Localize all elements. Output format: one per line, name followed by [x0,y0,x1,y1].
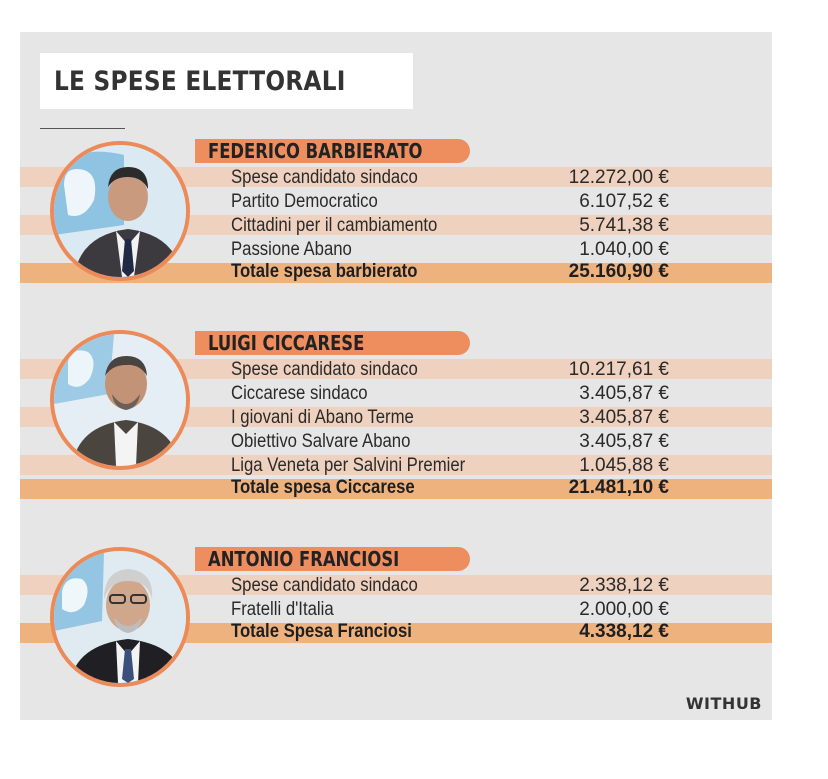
page-title: LE SPESE ELETTORALI [54,65,346,97]
total-value: 21.481,10 € [568,477,669,498]
expense-value: 2.000,00 € [579,599,669,620]
expense-value: 6.107,52 € [579,191,669,212]
candidate-photo [50,141,190,281]
portrait-image [54,334,186,466]
expense-value: 1.045,88 € [579,455,669,476]
expense-value: 5.741,38 € [579,215,669,236]
total-label: Totale spesa barbierato [231,261,418,282]
total-label: Totale Spesa Franciosi [231,621,412,642]
portrait-image [54,551,186,683]
expense-label: Partito Democratico [231,191,378,212]
total-value: 25.160,90 € [568,261,669,282]
portrait-image [54,145,186,277]
expense-label: Spese candidato sindaco [231,575,418,596]
expense-label: Fratelli d'Italia [231,599,334,620]
expense-label: Liga Veneta per Salvini Premier [231,455,466,476]
expense-value: 10.217,61 € [568,359,669,380]
candidate-name: FEDERICO BARBIERATO [208,139,423,163]
candidate-name: LUIGI CICCARESE [208,331,365,355]
total-label: Totale spesa Ciccarese [231,477,415,498]
title-divider [40,128,125,129]
expense-label: Passione Abano [231,239,352,260]
candidate-photo [50,547,190,687]
expense-label: Cittadini per il cambiamento [231,215,438,236]
candidate-name: ANTONIO FRANCIOSI [208,547,400,571]
expense-value: 3.405,87 € [579,383,669,404]
expense-value: 3.405,87 € [579,431,669,452]
expense-label: Spese candidato sindaco [231,167,418,188]
source-credit: WITHUB [685,694,762,713]
expense-label: I giovani di Abano Terme [231,407,414,428]
total-row [20,477,772,501]
expense-value: 3.405,87 € [579,407,669,428]
expense-value: 1.040,00 € [579,239,669,260]
candidate-photo [50,330,190,470]
expense-label: Ciccarese sindaco [231,383,368,404]
expense-label: Obiettivo Salvare Abano [231,431,411,452]
expense-label: Spese candidato sindaco [231,359,418,380]
expense-value: 2.338,12 € [579,575,669,596]
expense-value: 12.272,00 € [568,167,669,188]
total-value: 4.338,12 € [579,621,669,642]
title-box [40,53,413,109]
